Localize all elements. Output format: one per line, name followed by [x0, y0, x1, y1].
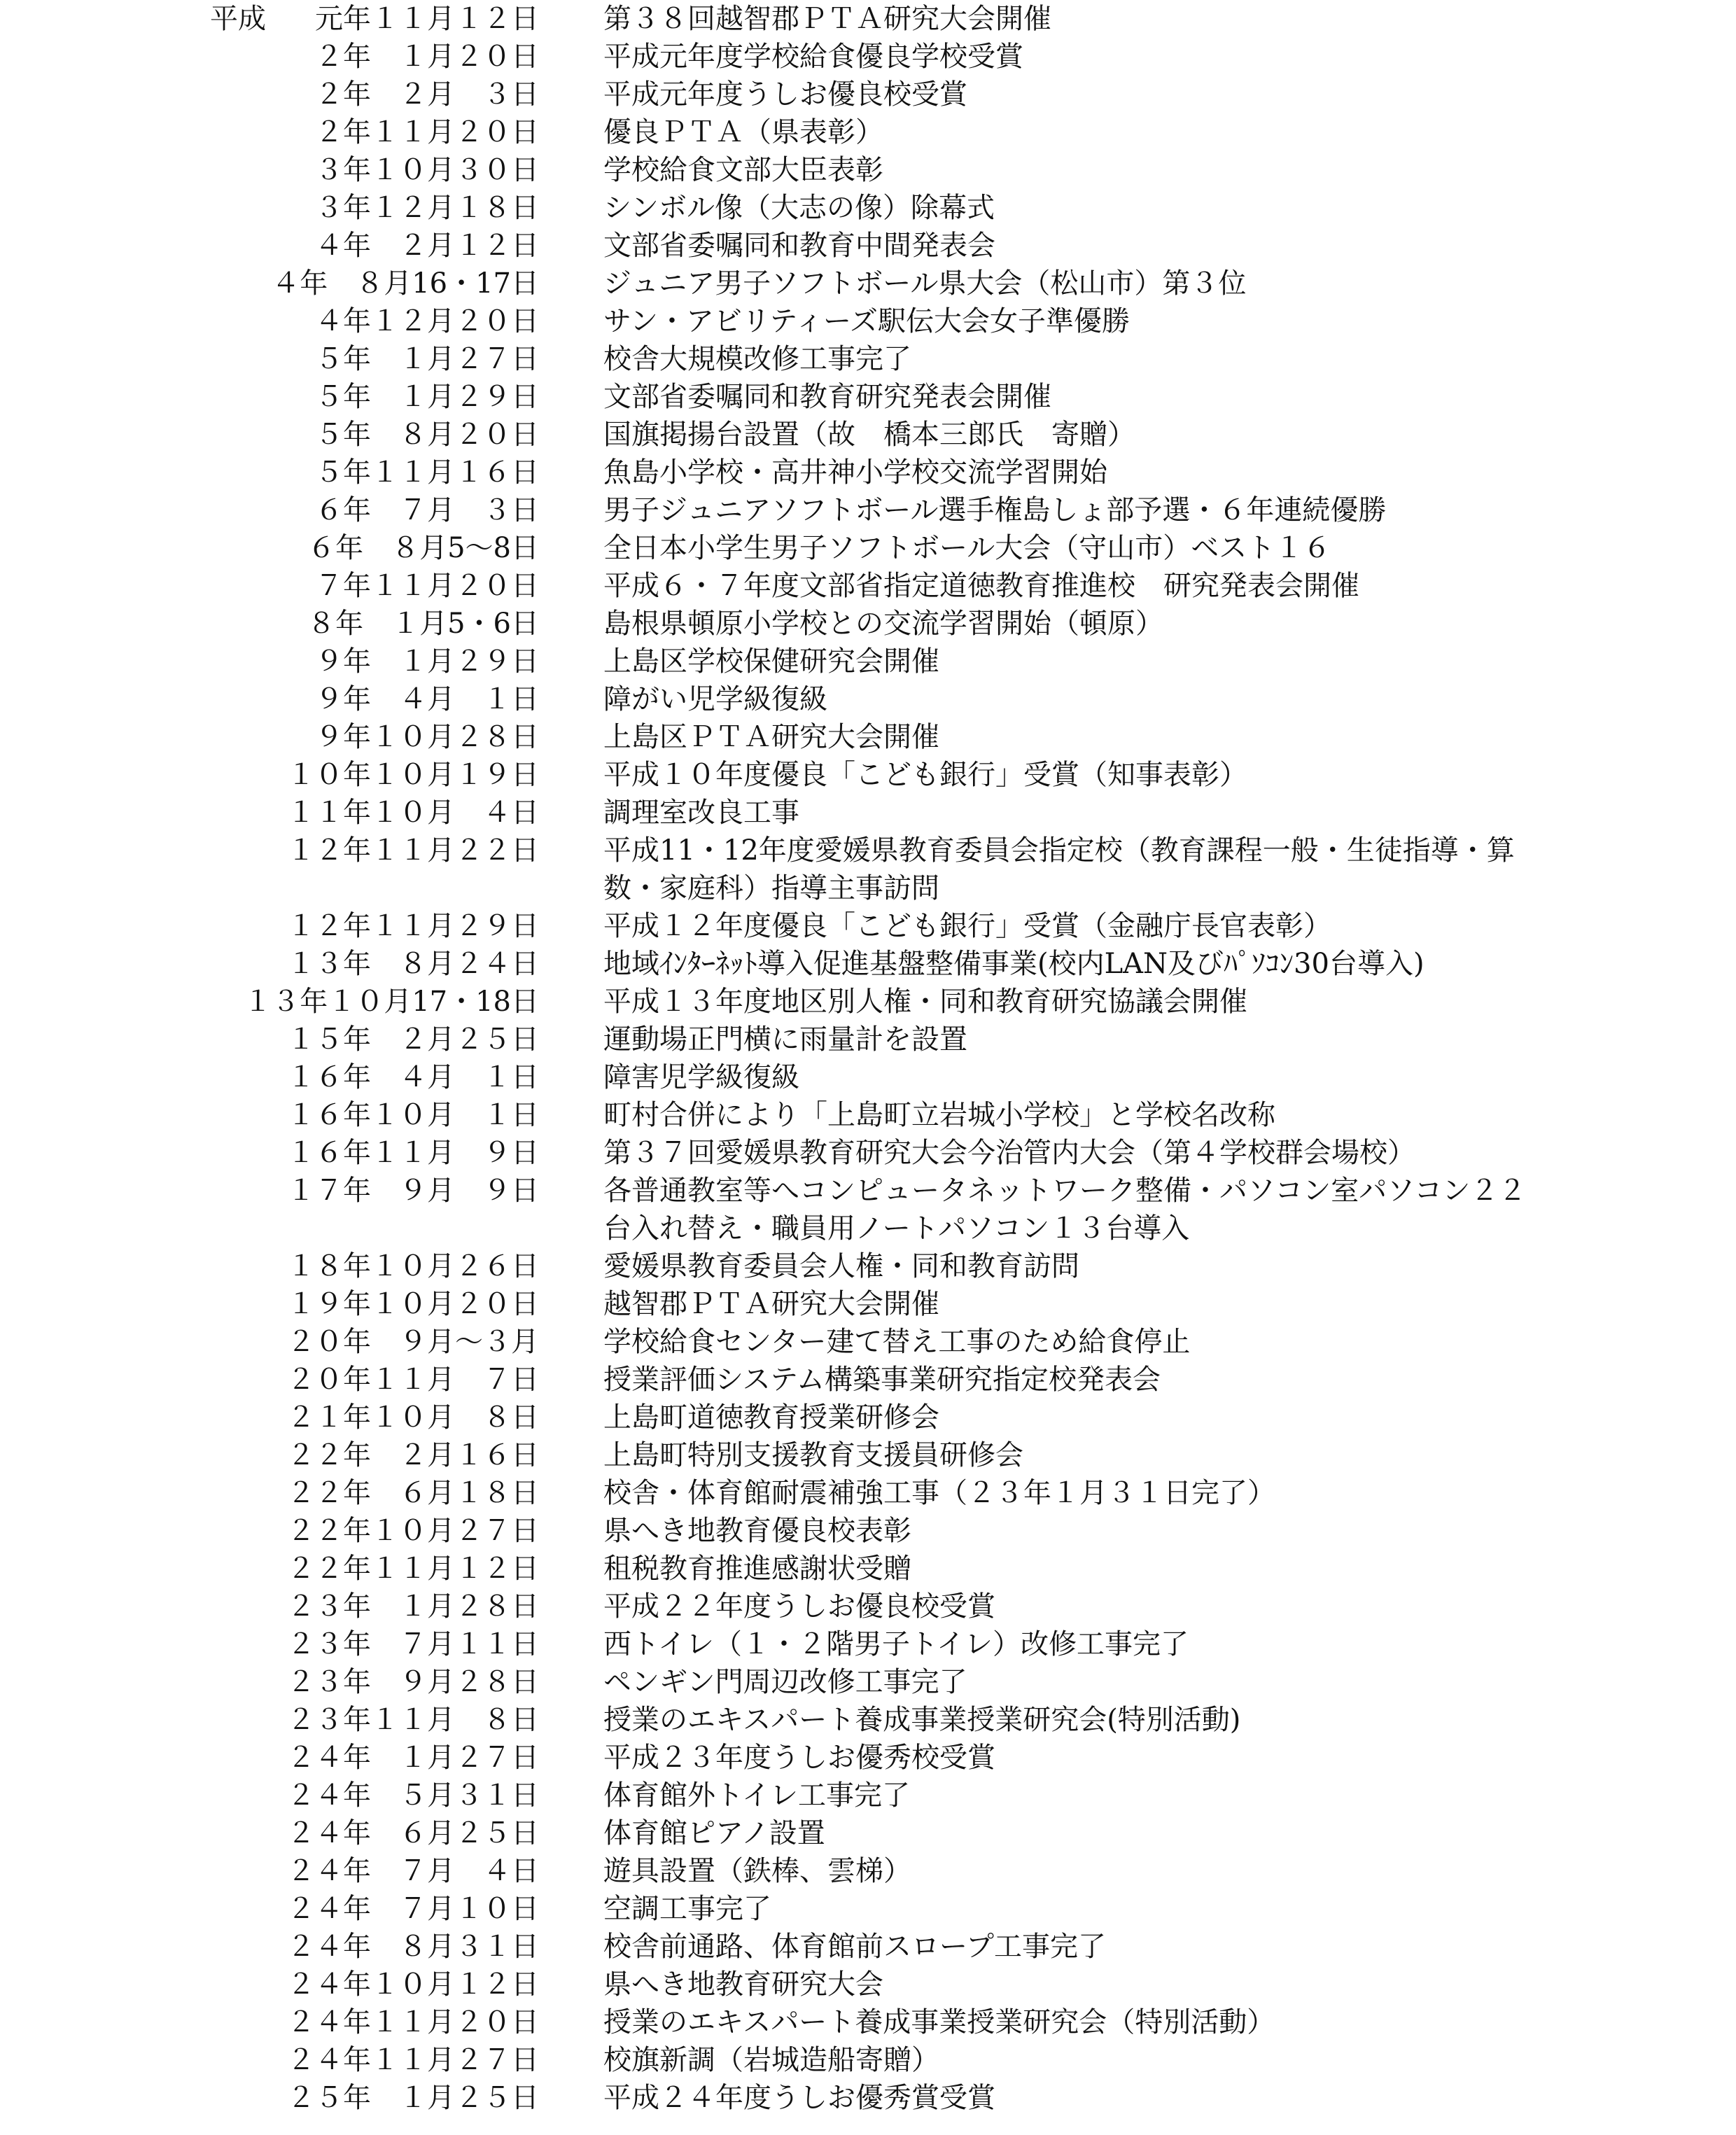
history-row	[0, 643, 1736, 680]
history-row	[0, 529, 1736, 567]
history-row	[0, 378, 1736, 416]
history-row	[0, 491, 1736, 529]
history-event: ジュニア男子ソフトボール県大会（松山市）第３位	[603, 267, 1247, 300]
history-event: 学校給食文部大臣表彰	[603, 154, 883, 186]
history-date: ９年１０月２８日	[315, 721, 539, 753]
history-row	[0, 1625, 1736, 1663]
history-event: 授業のエキスパート養成事業授業研究会（特別活動）	[603, 2006, 1275, 2038]
history-date: ２年１１月２０日	[315, 116, 539, 148]
history-row	[0, 718, 1736, 756]
history-row	[0, 567, 1736, 605]
history-event: 第３７回愛媛県教育研究大会今治管内大会（第４学校群会場校）	[603, 1137, 1415, 1169]
history-row	[0, 1739, 1736, 1777]
history-event: 空調工事完了	[603, 1893, 771, 1925]
history-event: 町村合併により「上島町立岩城小学校」と学校名改称	[603, 1099, 1275, 1131]
history-date: ９年 １月２９日	[315, 645, 539, 678]
history-row	[0, 1663, 1736, 1701]
history-row	[0, 0, 1736, 38]
history-event: 県へき地教育優良校表彰	[603, 1515, 911, 1547]
history-row	[0, 1134, 1736, 1172]
history-date: １３年 ８月２４日	[287, 948, 539, 980]
history-row	[0, 227, 1736, 265]
history-date: ５年 １月２７日	[315, 343, 539, 375]
history-event: 平成２３年度うしお優秀校受賞	[603, 1742, 995, 1774]
history-row	[0, 1361, 1736, 1399]
history-row	[0, 1777, 1736, 1814]
history-event: 平成１２年度優良「こども銀行」受賞（金融庁長官表彰）	[603, 910, 1331, 942]
history-date: １７年 ９月 ９日	[287, 1175, 539, 1207]
history-event: 調理室改良工事	[603, 797, 799, 829]
history-date: ５年 １月２９日	[315, 381, 539, 413]
history-date: １２年１１月２２日	[287, 834, 539, 867]
history-row	[0, 1852, 1736, 1890]
history-date: １９年１０月２０日	[287, 1288, 539, 1320]
history-row	[0, 151, 1736, 189]
history-date: ２０年 ９月～３月	[287, 1326, 539, 1358]
history-date: ２年 ２月 ３日	[315, 78, 539, 111]
history-event: 体育館外トイレ工事完了	[603, 1779, 910, 1812]
history-event: シンボル像（大志の像）除幕式	[603, 192, 995, 224]
history-event: 上島区ＰＴＡ研究大会開催	[603, 721, 939, 753]
history-date: １６年１０月 １日	[287, 1099, 539, 1131]
history-row	[0, 794, 1736, 832]
history-row	[0, 454, 1736, 491]
history-event: 平成１０年度優良「こども銀行」受賞（知事表彰）	[603, 759, 1247, 791]
history-row	[0, 1588, 1736, 1625]
history-event: 平成６・７年度文部省指定道徳教育推進校 研究発表会開催	[603, 570, 1359, 602]
history-row	[0, 1550, 1736, 1588]
history-event: 各普通教室等へコンピュータネットワーク整備・パソコン室パソコン２２台入れ替え・職員用ノートパソコン１３台導入	[603, 1175, 1527, 1245]
history-row	[0, 416, 1736, 454]
history-row	[0, 2003, 1736, 2041]
history-date: ２０年１１月 ７日	[287, 1364, 539, 1396]
era-label: 平成	[210, 3, 266, 35]
history-event: 西トイレ（１・２階男子トイレ）改修工事完了	[603, 1628, 1189, 1660]
history-event: 文部省委嘱同和教育研究発表会開催	[603, 381, 1051, 413]
history-event: 第３８回越智郡ＰＴＡ研究大会開催	[603, 3, 1051, 35]
history-date: １２年１１月２９日	[287, 910, 539, 942]
history-date: ６年 ８月5～8日	[307, 532, 539, 564]
history-row	[0, 1323, 1736, 1361]
history-event: 地域ｲﾝﾀｰﾈｯﾄ導入促進基盤整備事業(校内LAN及びﾊﾟｿｺﾝ30台導入)	[603, 948, 1424, 980]
history-row	[0, 1474, 1736, 1512]
history-event: サン・アビリティーズ駅伝大会女子準優勝	[603, 305, 1130, 337]
history-row	[0, 1399, 1736, 1436]
history-event: 授業評価システム構築事業研究指定校発表会	[603, 1364, 1161, 1396]
history-row	[0, 1172, 1736, 1247]
history-row	[0, 1512, 1736, 1550]
history-date: ２２年１０月２７日	[287, 1515, 539, 1547]
history-event: 平成１３年度地区別人権・同和教育研究協議会開催	[603, 986, 1247, 1018]
history-event: 校舎前通路、体育館前スロープ工事完了	[603, 1931, 1106, 1963]
history-date: ２４年 １月２７日	[287, 1742, 539, 1774]
history-date: ２３年 ７月１１日	[287, 1628, 539, 1660]
history-date: ２１年１０月 ８日	[287, 1401, 539, 1434]
history-event: 平成２２年度うしお優良校受賞	[603, 1590, 995, 1623]
history-event: 授業のエキスパート養成事業授業研究会(特別活動)	[603, 1704, 1241, 1736]
history-event: 校舎大規模改修工事完了	[603, 343, 911, 375]
history-date: １０年１０月１９日	[287, 759, 539, 791]
history-event: 愛媛県教育委員会人権・同和教育訪問	[603, 1250, 1079, 1282]
history-event: 障害児学級復級	[603, 1061, 799, 1093]
history-event: 県へき地教育研究大会	[603, 1968, 883, 2001]
history-date: ２５年 １月２５日	[287, 2082, 539, 2114]
history-event: 上島町道徳教育授業研修会	[603, 1401, 939, 1434]
history-date: ５年１１月１６日	[315, 456, 539, 489]
history-date: ２４年 ８月３１日	[287, 1931, 539, 1963]
history-date: ２２年 ２月１６日	[287, 1439, 539, 1471]
history-event: ペンギン門周辺改修工事完了	[603, 1666, 967, 1698]
history-event: 遊具設置（鉄棒、雲梯）	[603, 1855, 911, 1887]
history-row	[0, 1966, 1736, 2003]
history-date: ６年 ７月 ３日	[315, 494, 539, 526]
history-date: ２４年 ７月 ４日	[287, 1855, 539, 1887]
history-event: 租税教育推進感謝状受贈	[603, 1553, 911, 1585]
history-date: ２４年 ５月３１日	[287, 1779, 539, 1812]
history-row	[0, 265, 1736, 302]
history-date: ３年１０月３０日	[315, 154, 539, 186]
history-date: １８年１０月２６日	[287, 1250, 539, 1282]
history-event: 男子ジュニアソフトボール選手権島しょ部予選・６年連続優勝	[603, 494, 1387, 526]
history-date: ２４年 ６月２５日	[287, 1817, 539, 1849]
history-event: 平成元年度うしお優良校受賞	[603, 78, 967, 111]
history-date: ５年 ８月２０日	[315, 419, 539, 451]
history-date: ２４年１０月１２日	[287, 1968, 539, 2001]
history-event: 障がい児学級復級	[603, 683, 827, 715]
history-row	[0, 1890, 1736, 1928]
history-row	[0, 1247, 1736, 1285]
history-event: 校舎・体育館耐震補強工事（２３年１月３１日完了）	[603, 1477, 1275, 1509]
history-row	[0, 1096, 1736, 1134]
history-row	[0, 38, 1736, 76]
history-row	[0, 983, 1736, 1021]
history-row	[0, 1058, 1736, 1096]
history-date: ２３年 ９月２８日	[287, 1666, 539, 1698]
history-event: 運動場正門横に雨量計を設置	[603, 1023, 967, 1056]
history-row	[0, 945, 1736, 983]
history-date: ２年 １月２０日	[315, 41, 539, 73]
history-row	[0, 1701, 1736, 1739]
history-date: ７年１１月２０日	[315, 570, 539, 602]
history-date: ８年 １月5・6日	[307, 608, 539, 640]
history-date: ３年１２月１８日	[315, 192, 539, 224]
history-event: 平成２４年度うしお優秀賞受賞	[603, 2082, 995, 2114]
history-event: 島根県頓原小学校との交流学習開始（頓原）	[603, 608, 1163, 640]
history-row	[0, 1928, 1736, 1966]
history-row	[0, 1021, 1736, 1058]
history-date: ２４年１１月２０日	[287, 2006, 539, 2038]
history-row	[0, 76, 1736, 113]
history-row	[0, 832, 1736, 907]
history-date: １６年 ４月 １日	[287, 1061, 539, 1093]
history-date: ２４年１１月２７日	[287, 2044, 539, 2076]
history-row	[0, 113, 1736, 151]
history-event: 優良ＰＴＡ（県表彰）	[603, 116, 883, 148]
history-date: ２３年 １月２８日	[287, 1590, 539, 1623]
history-row	[0, 189, 1736, 227]
history-date: ４年 ８月16・17日	[272, 267, 539, 300]
history-row	[0, 1285, 1736, 1323]
history-date: ２２年 ６月１８日	[287, 1477, 539, 1509]
history-row	[0, 302, 1736, 340]
history-row	[0, 756, 1736, 794]
history-row	[0, 1814, 1736, 1852]
history-event: 学校給食センター建て替え工事のため給食停止	[603, 1326, 1191, 1358]
history-date: 元年１１月１２日	[315, 3, 539, 35]
history-row	[0, 680, 1736, 718]
history-event: 平成元年度学校給食優良学校受賞	[603, 41, 1023, 73]
history-row	[0, 907, 1736, 945]
history-date: １３年１０月17・18日	[244, 986, 539, 1018]
history-event: 文部省委嘱同和教育中間発表会	[603, 230, 995, 262]
history-date: ２３年１１月 ８日	[287, 1704, 539, 1736]
history-event: 校旗新調（岩城造船寄贈）	[603, 2044, 939, 2076]
history-row	[0, 340, 1736, 378]
history-event: 国旗掲揚台設置（故 橋本三郎氏 寄贈）	[603, 419, 1135, 451]
history-event: 平成11・12年度愛媛県教育委員会指定校（教育課程一般・生徒指導・算数・家庭科）指導主事訪問	[603, 834, 1515, 904]
history-event: 上島区学校保健研究会開催	[603, 645, 939, 678]
history-date: ９年 ４月 １日	[315, 683, 539, 715]
history-event: 魚島小学校・高井神小学校交流学習開始	[603, 456, 1107, 489]
history-date: ２４年 ７月１０日	[287, 1893, 539, 1925]
history-date: ４年１２月２０日	[315, 305, 539, 337]
history-row	[0, 605, 1736, 643]
history-row	[0, 2079, 1736, 2117]
history-row	[0, 1436, 1736, 1474]
history-date: １６年１１月 ９日	[287, 1137, 539, 1169]
history-event: 上島町特別支援教育支援員研修会	[603, 1439, 1023, 1471]
history-event: 全日本小学生男子ソフトボール大会（守山市）ベスト１６	[603, 532, 1331, 564]
history-date: １１年１０月 ４日	[287, 797, 539, 829]
history-date: １５年 ２月２５日	[287, 1023, 539, 1056]
history-event: 体育館ピアノ設置	[603, 1817, 825, 1849]
history-date: ４年 ２月１２日	[315, 230, 539, 262]
history-date: ２２年１１月１２日	[287, 1553, 539, 1585]
history-row	[0, 2041, 1736, 2079]
history-event: 越智郡ＰＴＡ研究大会開催	[603, 1288, 939, 1320]
